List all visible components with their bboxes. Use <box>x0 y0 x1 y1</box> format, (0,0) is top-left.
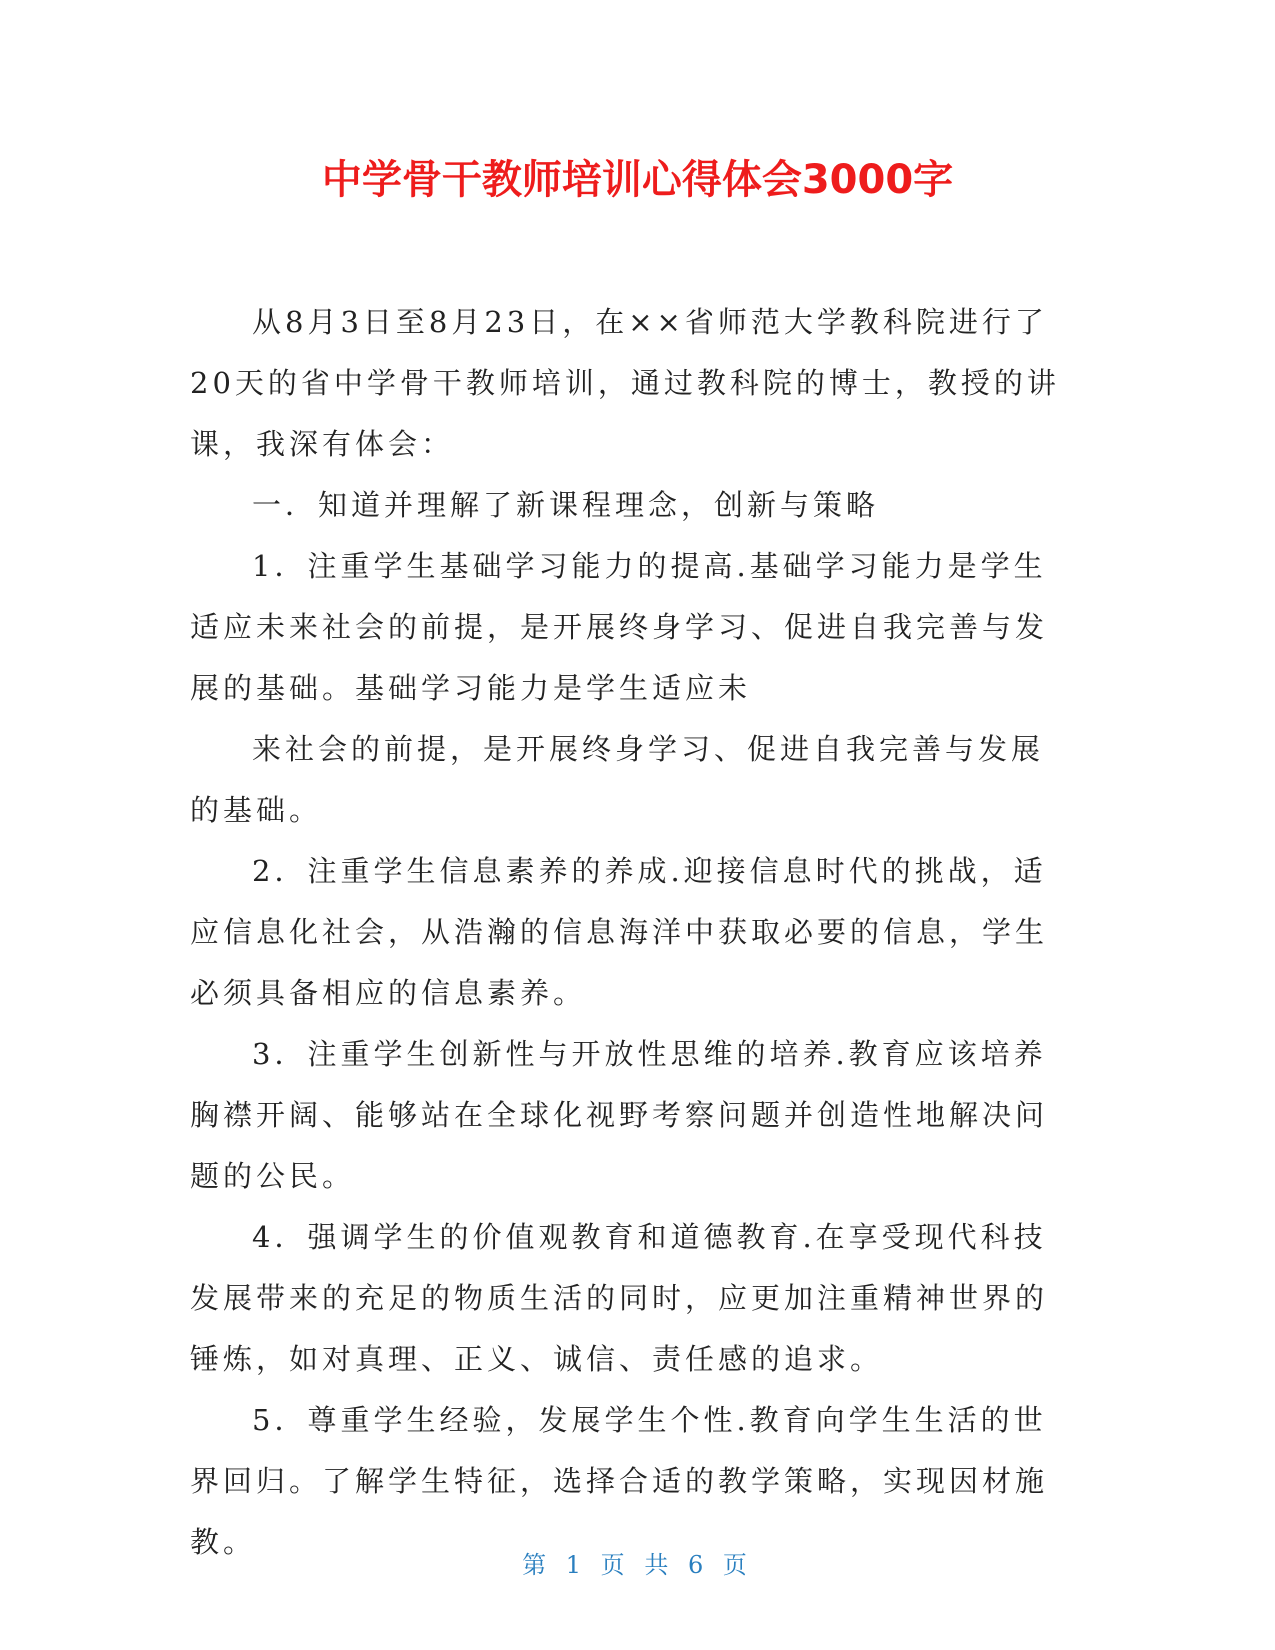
paragraph-item-1: 1．注重学生基础学习能力的提高.基础学习能力是学生适应未来社会的前提，是开展终身学习、促进自我完善与发展的基础。基础学习能力是学生适应未 <box>190 549 1049 705</box>
paragraph-item-1-continued: 来社会的前提，是开展终身学习、促进自我完善与发展的基础。 <box>190 732 1045 827</box>
paragraph-item-5: 5．尊重学生经验，发展学生个性.教育向学生生活的世界回归。了解学生特征，选择合适的教学策略，实现因材施教。 <box>190 1403 1049 1559</box>
footer-total-pages: 6 <box>687 1551 710 1579</box>
footer-label-unit: 页 <box>600 1551 631 1579</box>
paragraph-item-3: 3．注重学生创新性与开放性思维的培养.教育应该培养胸襟开阔、能够站在全球化视野考察问题并创造性地解决问题的公民。 <box>190 1037 1049 1193</box>
section-heading-1: 一．知道并理解了新课程理念，创新与策略 <box>252 488 880 522</box>
document-body <box>190 292 1070 1573</box>
page-footer <box>0 1545 1275 1580</box>
footer-current-page: 1 <box>565 1551 588 1579</box>
footer-label-unit-2: 页 <box>722 1551 753 1579</box>
document-title: 中学骨干教师培训心得体会3000字 <box>321 157 954 203</box>
footer-label-page: 第 <box>522 1551 553 1579</box>
paragraph-item-4: 4．强调学生的价值观教育和道德教育.在享受现代科技发展带来的充足的物质生活的同时，应更加注重精神世界的锤炼，如对真理、正义、诚信、责任感的追求。 <box>190 1220 1049 1376</box>
paragraph-item-2: 2．注重学生信息素养的养成.迎接信息时代的挑战，适应信息化社会，从浩瀚的信息海洋中获取必要的信息，学生必须具备相应的信息素养。 <box>190 854 1049 1010</box>
footer-label-total: 共 <box>644 1551 675 1579</box>
paragraph-intro: 从8月3日至8月23日，在××省师范大学教科院进行了20天的省中学骨干教师培训，通过教科院的博士，教授的讲课，我深有体会： <box>190 305 1060 461</box>
